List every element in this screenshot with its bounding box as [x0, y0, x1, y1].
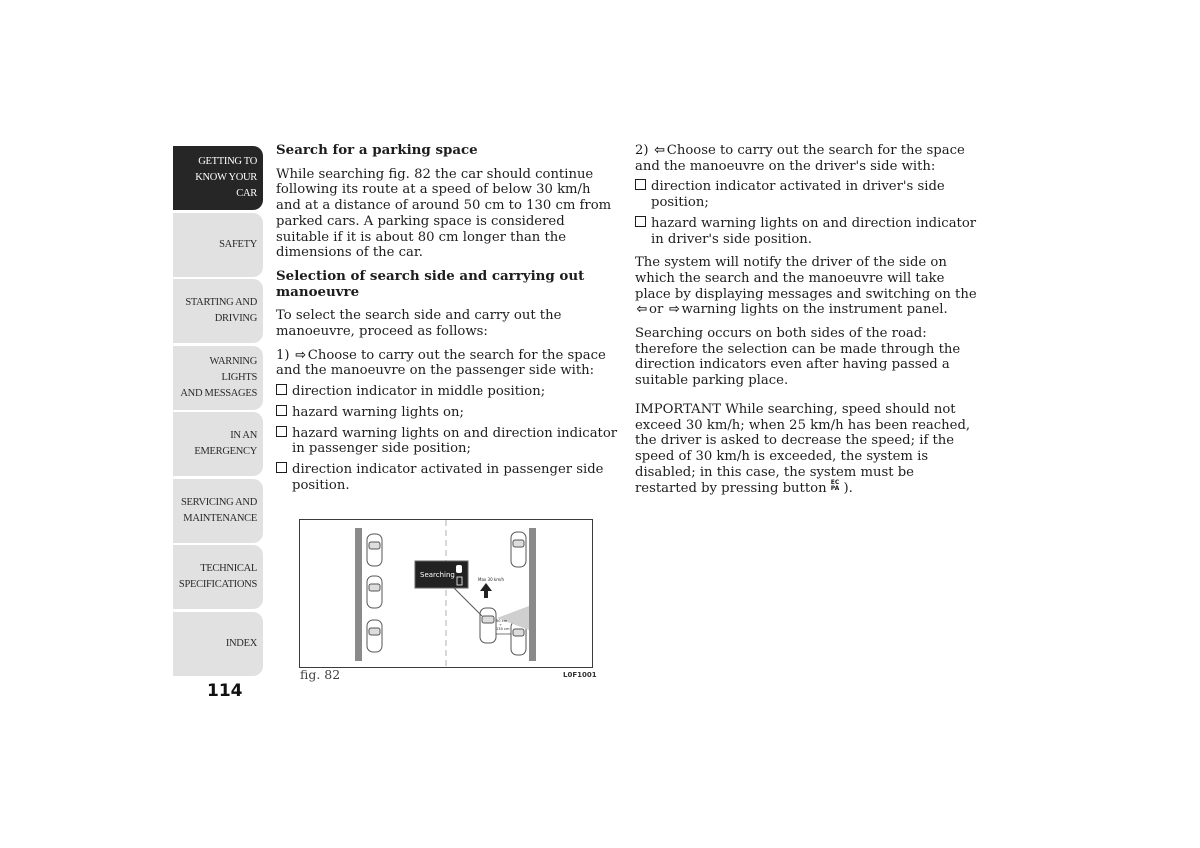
display-text: Searching	[420, 571, 455, 579]
speed-label: Max 30 km/h	[478, 577, 504, 582]
left-arrow-icon: ⇦	[636, 302, 648, 318]
step-text: Choose to carry out the search for the space and the manoeuvre on the passenger side with:	[276, 347, 606, 379]
parked-cars-right	[511, 532, 526, 655]
paragraph-proceed: To select the search side and carry out the manoeuvre, proceed as follows:	[276, 308, 562, 340]
checkbox-bullet-icon	[276, 405, 287, 416]
list-item-text: direction indicator activated in driver's side position;	[651, 179, 945, 211]
forward-arrow-icon	[480, 583, 492, 598]
list-item-text: hazard warning lights on and direction indicator in passenger side position;	[292, 425, 618, 457]
distance-label: 50 cm	[496, 619, 508, 623]
step-2	[635, 143, 977, 174]
figure-caption: fig. 82	[300, 667, 341, 682]
step-number: 1)	[276, 347, 290, 363]
text: or	[649, 302, 664, 318]
left-curb	[355, 528, 362, 661]
figure-code: L0F1001	[563, 671, 597, 679]
paragraph-important	[635, 402, 977, 497]
list-item-text: direction indicator activated in passenger side position.	[292, 461, 604, 493]
tab-label: SERVICING AND MAINTENANCE	[180, 497, 257, 524]
tab-label: INDEX	[225, 638, 257, 649]
tab-warning-lights[interactable]	[173, 346, 263, 410]
checkbox-bullet-icon	[276, 384, 287, 395]
tab-label: IN AN EMERGENCY	[194, 430, 257, 457]
tab-getting-to-know-your-car[interactable]	[173, 146, 263, 210]
list-item	[635, 216, 977, 247]
tab-label: GETTING TO KNOW YOUR CAR	[195, 156, 257, 199]
paragraph-notify	[635, 255, 977, 318]
checkbox-bullet-icon	[276, 426, 287, 437]
parked-cars-left	[367, 534, 382, 652]
distance-label: 130 cm	[496, 627, 510, 631]
checkbox-bullet-icon	[635, 216, 646, 227]
list-item	[276, 405, 618, 421]
paragraph-search-conditions: While searching fig. 82 the car should continue following its route at a speed of below 30 km/h and at a distance of around 50 cm to 130 cm from parked cars. A parking space is considered suitable if it is about 80 cm longer than the dimensions of the car.	[276, 166, 612, 261]
tab-in-an-emergency[interactable]	[173, 412, 263, 476]
distance-label: ÷	[499, 623, 503, 627]
text: The system will notify the driver of the side on which the search and the manoeuvre will take place by displaying messages and switching on the	[635, 255, 977, 302]
list-item	[276, 426, 618, 457]
list-item	[276, 384, 618, 400]
page-number: 114	[207, 681, 243, 701]
checkbox-bullet-icon	[276, 462, 287, 473]
step-text: Choose to carry out the search for the space and the manoeuvre on the driver's side with:	[635, 143, 965, 174]
display-car-icon	[456, 565, 462, 573]
tab-servicing-and-maintenance[interactable]	[173, 479, 263, 543]
checkbox-bullet-icon	[635, 179, 646, 190]
list-item-text: direction indicator in middle position;	[292, 384, 546, 400]
left-arrow-icon: ⇦	[654, 143, 666, 158]
heading-search-parking: Search for a parking space	[276, 142, 478, 158]
right-curb	[529, 528, 536, 661]
step-1	[276, 348, 618, 379]
text: ).	[843, 481, 853, 497]
text: warning lights on the instrument panel.	[681, 302, 948, 318]
heading-selection-search-side: Selection of search side and carrying out manoeuvre	[276, 267, 585, 300]
tab-label: WARNING LIGHTS AND MESSAGES	[180, 356, 257, 399]
tab-label: TECHNICAL SPECIFICATIONS	[178, 563, 257, 590]
tab-technical-specifications[interactable]	[173, 545, 263, 609]
list-item	[635, 179, 977, 210]
list-item	[276, 462, 618, 493]
parking-diagram	[299, 519, 593, 668]
tab-index[interactable]	[173, 612, 263, 676]
text: IMPORTANT While searching, speed should not exceed 30 km/h; when 25 km/h has been reached, the driver is asked to decrease the speed; if the speed of 30 km/h is exceeded, the system is disabled; in this case, the system must be restarted by pressing button	[635, 401, 971, 497]
button-label: EC	[830, 479, 840, 487]
list-item-text: hazard warning lights on;	[292, 404, 464, 420]
right-arrow-icon: ⇨	[295, 347, 307, 363]
step-number: 2)	[635, 143, 649, 158]
tab-label: STARTING AND DRIVING	[185, 297, 257, 324]
tab-starting-and-driving[interactable]	[173, 279, 263, 343]
park-assist-button-icon	[831, 480, 840, 492]
right-arrow-icon: ⇨	[669, 302, 680, 318]
paragraph-both-sides: Searching occurs on both sides of the road: therefore the selection can be made through the direction indicators even after having passed a suitable parking place.	[635, 326, 961, 389]
tab-safety[interactable]	[173, 213, 263, 277]
right-column	[635, 143, 977, 505]
tab-label: SAFETY	[219, 239, 257, 250]
left-column	[276, 143, 618, 498]
leader-line	[452, 586, 482, 616]
button-label: PA	[830, 485, 840, 493]
list-item-text: hazard warning lights on and direction indicator in driver's side position.	[651, 215, 977, 247]
moving-car	[480, 608, 496, 643]
